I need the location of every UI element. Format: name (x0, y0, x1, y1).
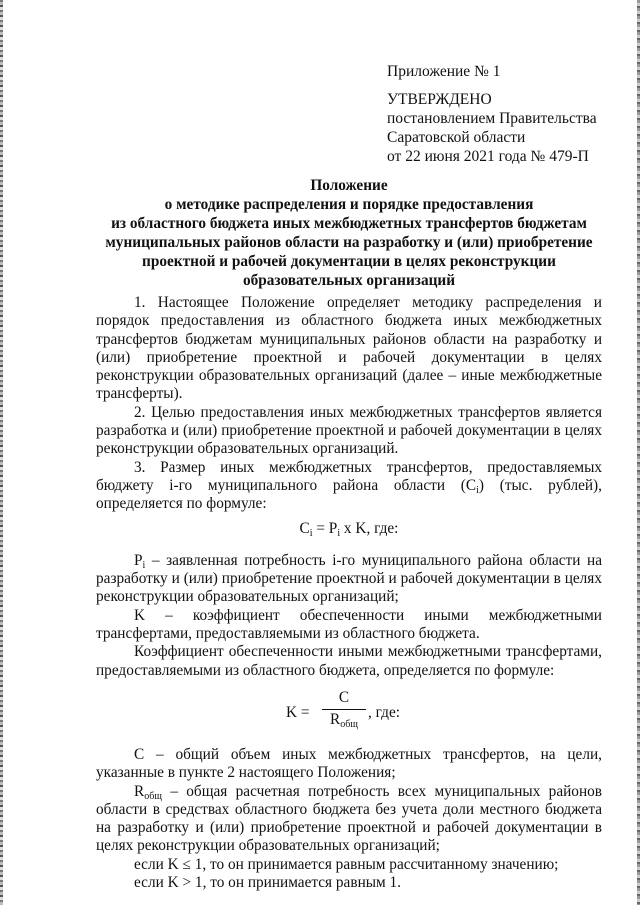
fraction-denominator: $R_{общ}$ (330, 711, 358, 731)
title-line: муниципальных районов области на разработку и (или) приобретение (105, 234, 593, 251)
fraction-numerator: C (322, 689, 366, 710)
paragraph-k: K – коэффициент обеспеченности иными межбюджетными трансфертами, предоставляемыми из областного бюджета. (96, 606, 602, 643)
document-body (96, 294, 602, 892)
document-title (96, 176, 602, 290)
title-line: из областного бюджета иных межбюджетных трансфертов бюджетам (111, 215, 587, 232)
scan-edge-left (0, 0, 3, 905)
approval-line-2: Саратовской области (387, 129, 526, 146)
paragraph-r: $R_{общ}$ – общая расчетная потребность всех муниципальных районов области в средствах областного бюджета без учета доли местного бюджета на разработку и (или) приобретение проектной и рабочей документации в целях реконструкции образовательных организаций; (96, 782, 602, 855)
paragraph-k-formula-intro: Коэффициент обеспеченности иными межбюджетными трансфертами, предоставляемыми из областного бюджета, определяется по формуле: (96, 643, 602, 679)
title-line: о методике распределения и порядке предоставления (164, 196, 534, 213)
formula-k-fraction (322, 689, 366, 730)
title-line: образовательных организаций (242, 272, 456, 289)
approval-line-3: от 22 июня 2021 года № 479-П (387, 148, 589, 165)
formula-k-tail: , где: (368, 703, 400, 721)
paragraph-condition-2: если K > 1, то он принимается равным 1. (134, 874, 402, 892)
title-line: Положение (310, 177, 388, 194)
paragraph-condition-1: если K ≤ 1, то он принимается равным рассчитанному значению; (134, 855, 559, 873)
paragraph-2: 2. Целью предоставления иных межбюджетных трансфертов является разработка и (или) приобретение проектной и рабочей документации в целях реконструкции образовательных организаций. (96, 403, 602, 458)
paragraph-3: 3. Размер иных межбюджетных трансфертов, предоставляемых бюджету i-го муниципального района области $(C_i)$ (тыс. рублей), определяется по формуле: (96, 458, 602, 513)
title-line: проектной и рабочей документации в целях реконструкции (142, 253, 556, 270)
approval-block (387, 62, 627, 166)
approval-line-1: постановлением Правительства (387, 110, 597, 127)
formula-ci: $C_i = P_i$ x K, где: (299, 519, 399, 539)
paragraph-c: C – общий объем иных межбюджетных трансфертов, на цели, указанные в пункте 2 настоящего Положения; (96, 745, 602, 782)
formula-k-lhs: K = (286, 703, 310, 721)
paragraph-1: 1. Настоящее Положение определяет методику распределения и порядок предоставления из областного бюджета иных межбюджетных трансфертов бюджетам муниципальных районов области на разработку и (или) приобретение проектной и рабочей документации в целях реконструкции образовательных организаций (далее – иные межбюджетные трансферты). (96, 294, 602, 403)
appendix-number: Приложение № 1 (387, 63, 501, 80)
paragraph-pi: $P_i$ – заявленная потребность i-го муниципального района области на разработку и (или) приобретение проектной и рабочей документации в целях реконструкции образовательных организаций; (96, 551, 602, 606)
approved-stamp-text: УТВЕРЖДЕНО (387, 91, 492, 108)
formula-k (96, 688, 602, 738)
